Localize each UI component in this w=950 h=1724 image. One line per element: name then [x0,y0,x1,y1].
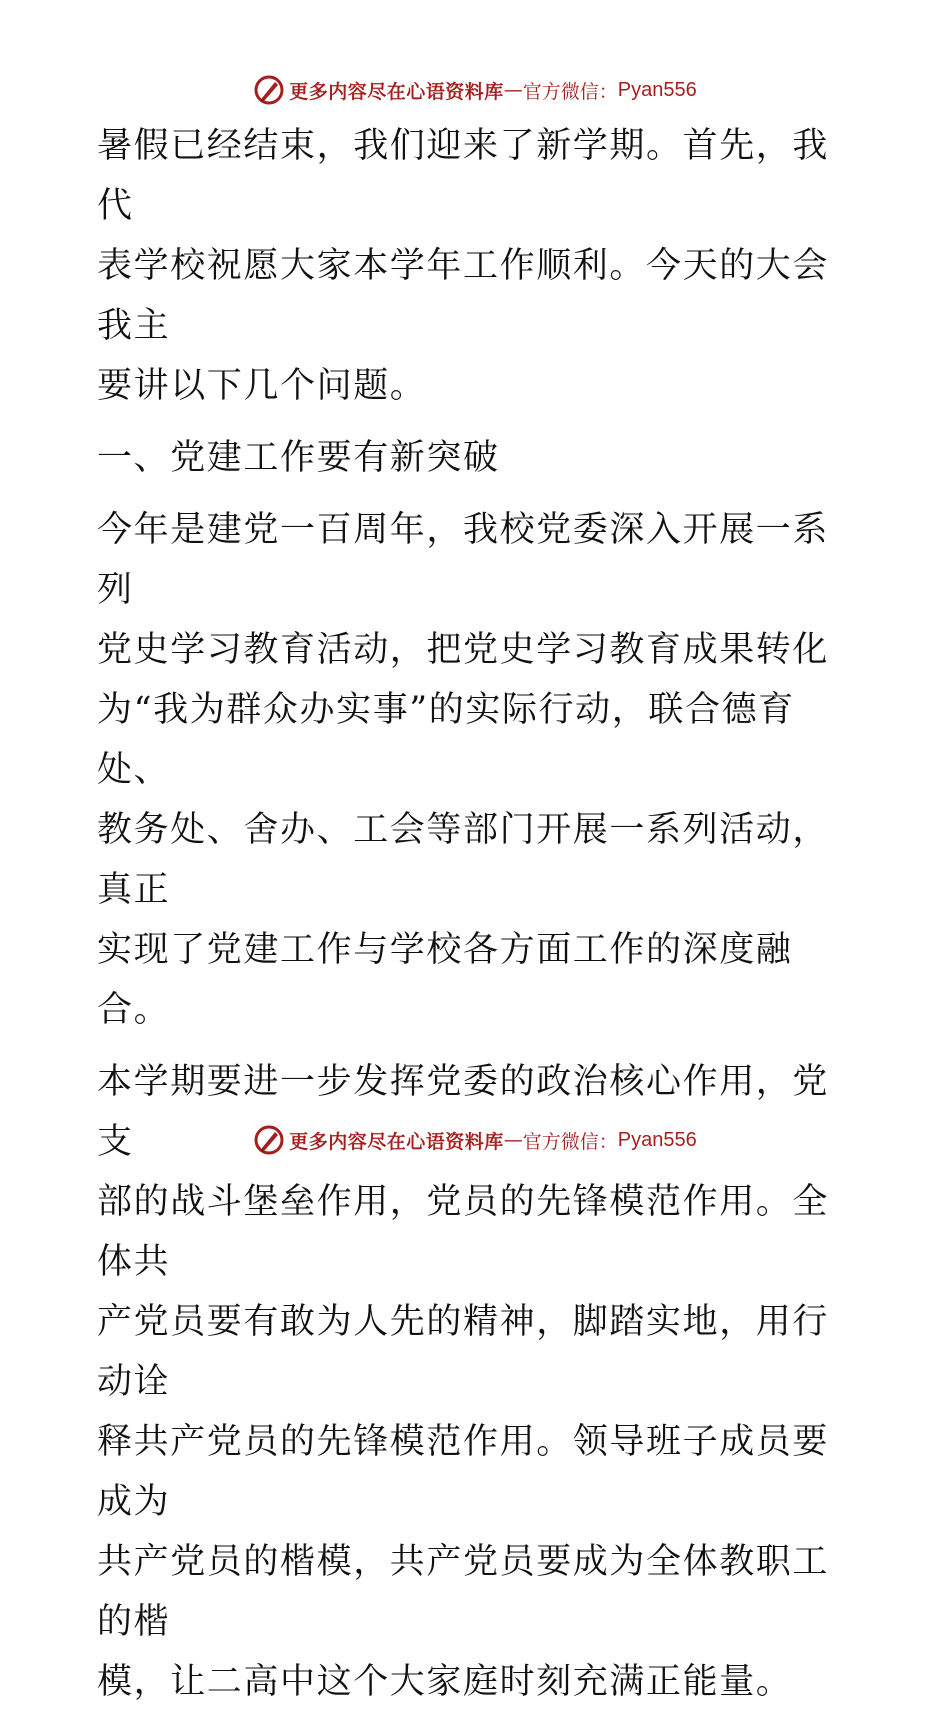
section-heading: 一、党建工作要有新突破 [97,438,500,478]
document-body [97,116,857,1724]
footer-watermark [0,1120,950,1160]
watermark-contact-id: Pyan556 [617,78,697,101]
watermark-contact-label: 官方微信： [522,80,618,103]
header-watermark [0,70,950,110]
watermark-contact-label: 官方微信： [522,1130,618,1153]
watermark-dash: — [503,1129,523,1151]
pen-logo-icon [253,1124,285,1156]
watermark-contact-id: Pyan556 [617,1128,697,1151]
watermark-site-text: 更多内容尽在心语资料库 [289,1130,504,1153]
body-paragraph: 本学期要进一步发挥党委的政治核心作用，党支 部的战斗堡垒作用，党员的先锋模范作用。全体共 产党员要有敢为人先的精神，脚踏实地，用行动诠 释共产党员的先锋模范作用。领导班子成员要成为 共产党员的楷模，共产党员要成为全体教职工的楷 模，让二高中这个大家庭时刻充满正能量。 [97,1062,830,1702]
body-paragraph: 今年是建党一百周年，我校党委深入开展一系列 党史学习教育活动，把党史学习教育成果转化 为“我为群众办实事”的实际行动，联合德育处、 教务处、舍办、工会等部门开展一系列活动，真正 实现了党建工作与学校各方面工作的深度融合。 [97,510,830,1030]
intro-paragraph: 暑假已经结束，我们迎来了新学期。首先，我代 表学校祝愿大家本学年工作顺利。今天的大会我主 要讲以下几个问题。 [97,126,830,406]
pen-logo-icon [253,74,285,106]
watermark-site-text: 更多内容尽在心语资料库 [289,80,504,103]
watermark-dash: — [503,79,523,101]
